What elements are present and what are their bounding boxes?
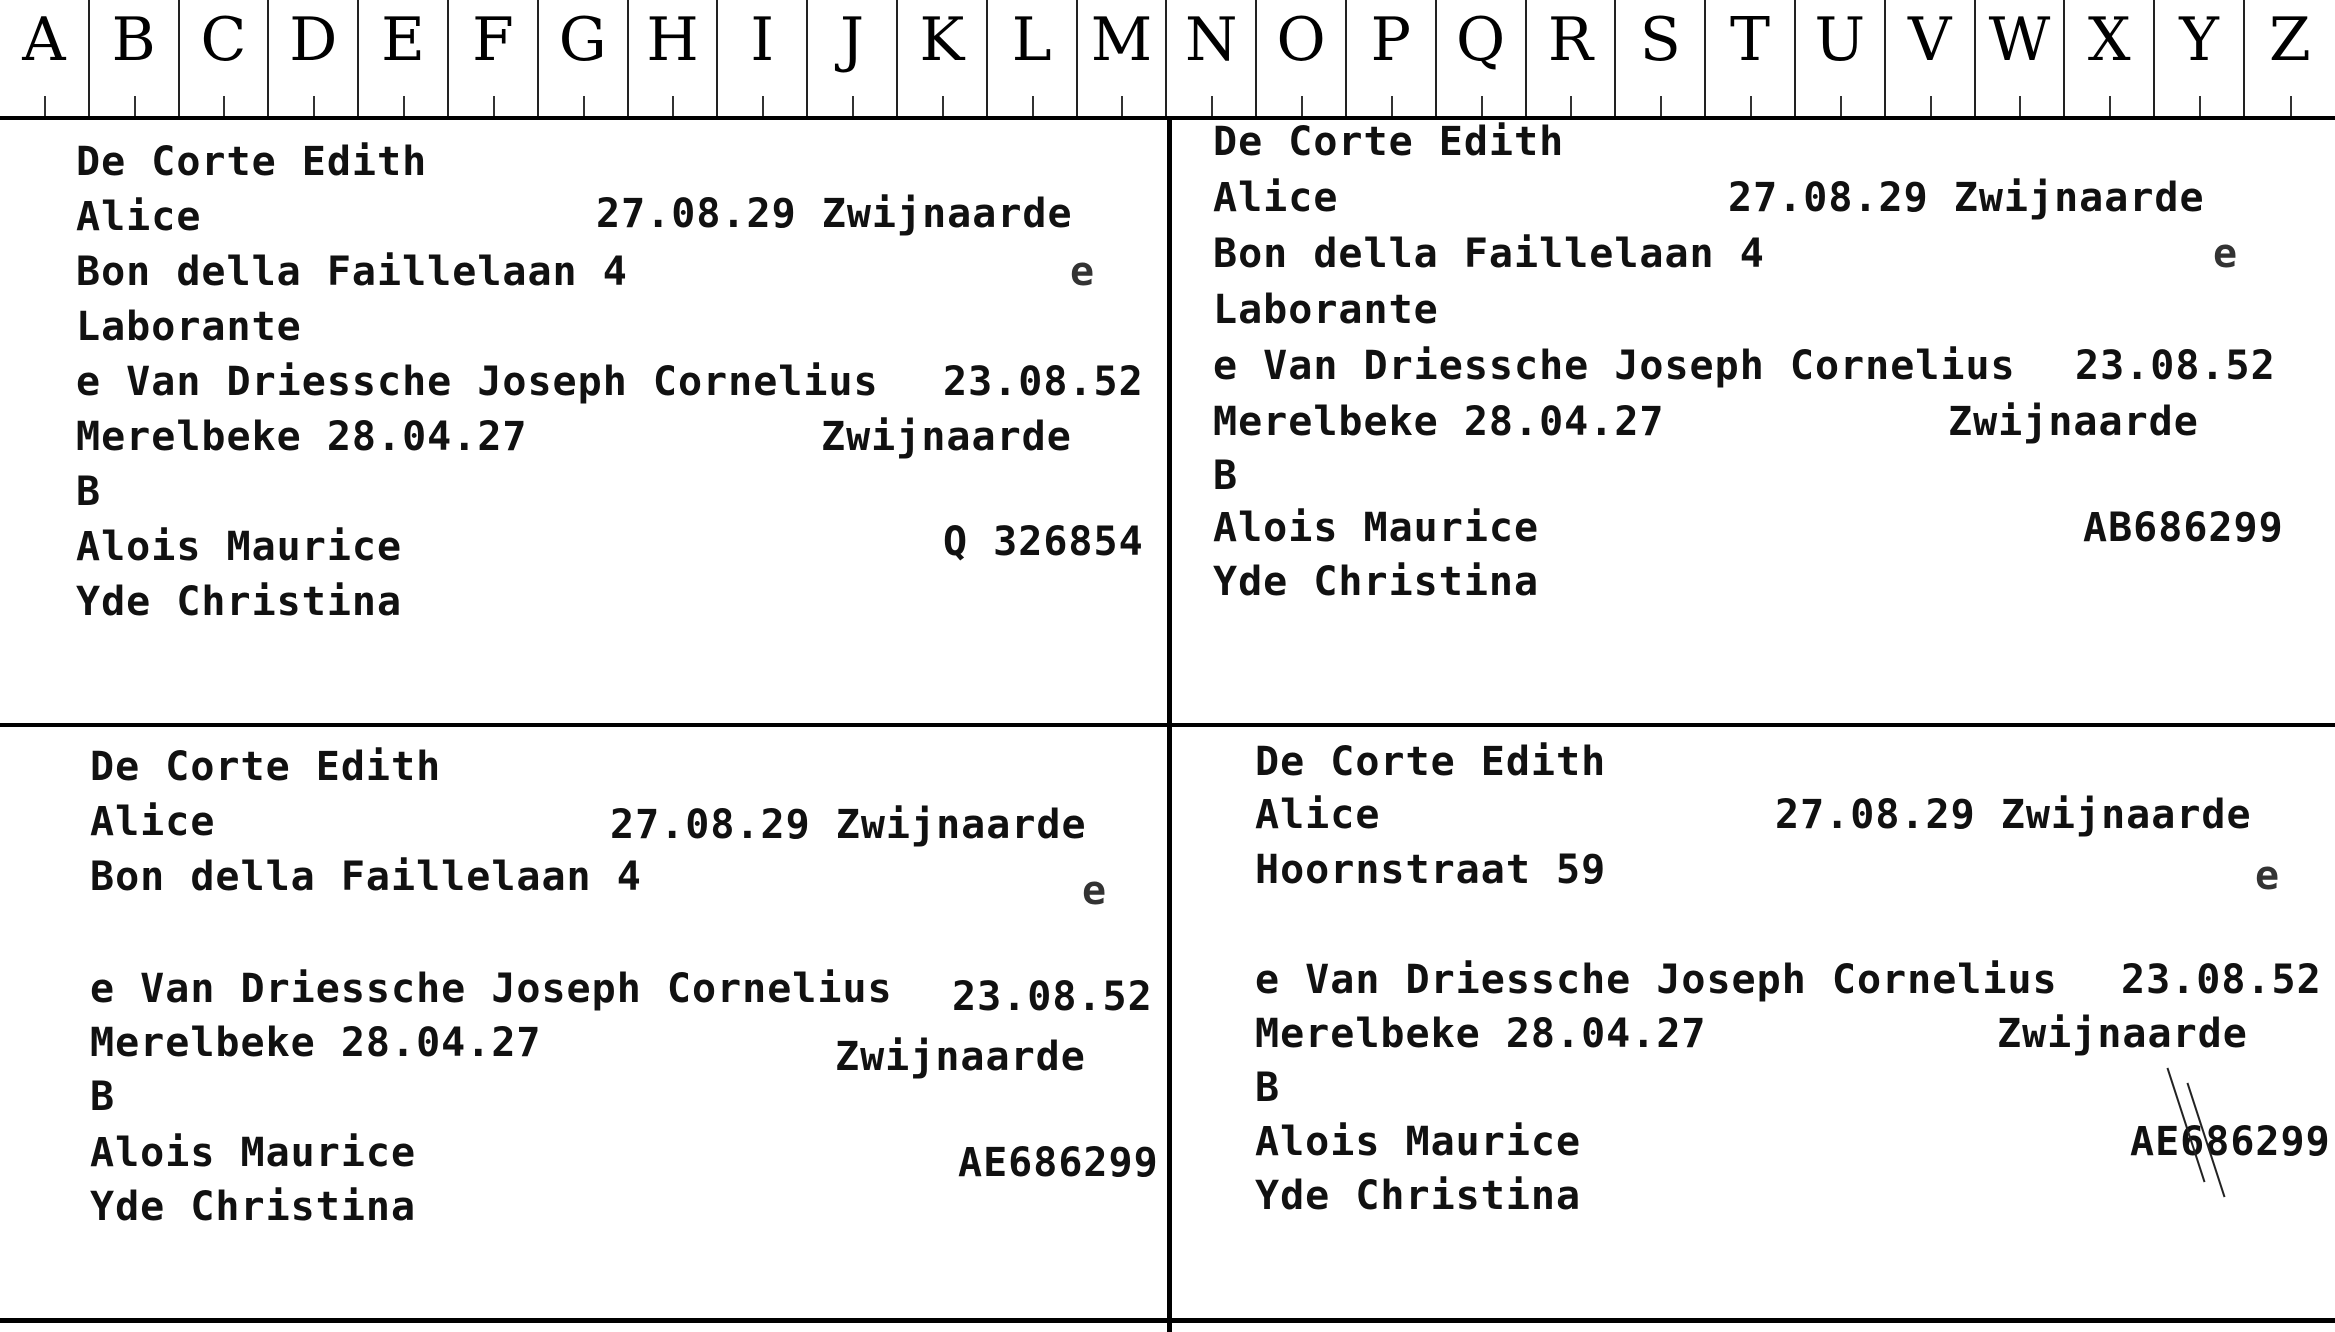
alphabet-letter-v: V <box>1886 0 1976 116</box>
card-divider-bottom <box>0 1318 2335 1323</box>
alphabet-letter-x: X <box>2065 0 2155 116</box>
alphabet-letter-d: D <box>269 0 359 116</box>
alphabet-letter-f: F <box>449 0 539 116</box>
card-marker: e <box>1070 249 1096 295</box>
card-first-name: Alice <box>76 194 202 240</box>
card-divider-horizontal <box>0 723 2335 727</box>
card-name: De Corte Edith <box>1213 119 1565 165</box>
card-birth: 27.08.29 Zwijnaarde <box>1775 792 2252 838</box>
card-birth: 27.08.29 Zwijnaarde <box>596 191 1073 237</box>
card-marriage-date: 23.08.52 <box>2121 957 2322 1003</box>
record-card-1 <box>76 135 1156 695</box>
card-spouse: e Van Driessche Joseph Cornelius <box>76 359 879 405</box>
card-number: AE686299 <box>958 1140 1159 1186</box>
record-card-4 <box>1255 735 2331 1305</box>
card-name: De Corte Edith <box>76 139 428 185</box>
card-marriage-place: Zwijnaarde <box>1948 399 2199 445</box>
alphabet-letter-e: E <box>359 0 449 116</box>
card-spouse: e Van Driessche Joseph Cornelius <box>1255 957 2058 1003</box>
alphabet-letter-c: C <box>180 0 270 116</box>
card-address: Bon della Faillelaan 4 <box>76 249 628 295</box>
card-code: B <box>90 1074 116 1120</box>
alphabet-letter-n: N <box>1167 0 1257 116</box>
alphabet-letter-k: K <box>898 0 988 116</box>
alphabet-letter-y: Y <box>2155 0 2245 116</box>
card-address: Hoornstraat 59 <box>1255 847 1607 893</box>
alphabet-letter-b: B <box>90 0 180 116</box>
card-first-name: Alice <box>1255 792 1381 838</box>
card-marriage-date: 23.08.52 <box>2075 343 2276 389</box>
alphabet-letter-z: Z <box>2245 0 2335 116</box>
alphabet-letter-g: G <box>539 0 629 116</box>
card-code: B <box>76 469 102 515</box>
alphabet-letter-l: L <box>988 0 1078 116</box>
card-spouse: e Van Driessche Joseph Cornelius <box>1213 343 2016 389</box>
card-name: De Corte Edith <box>1255 739 1607 785</box>
alphabet-letter-t: T <box>1706 0 1796 116</box>
card-name: De Corte Edith <box>90 744 442 790</box>
card-number: Q 326854 <box>943 519 1144 565</box>
card-mother: Yde Christina <box>1255 1173 1582 1219</box>
alphabet-letter-p: P <box>1347 0 1437 116</box>
card-spouse-birth: Merelbeke 28.04.27 <box>76 414 528 460</box>
record-card-2 <box>1213 115 2323 705</box>
card-first-name: Alice <box>90 799 216 845</box>
card-mother: Yde Christina <box>1213 559 1540 605</box>
card-mother: Yde Christina <box>76 579 403 625</box>
card-code: B <box>1213 453 1239 499</box>
card-father: Alois Maurice <box>1213 505 1540 551</box>
card-marriage-place: Zwijnaarde <box>821 414 1072 460</box>
alphabet-index <box>0 0 2335 120</box>
card-code: B <box>1255 1065 1281 1111</box>
card-number: AE686299 <box>2130 1119 2331 1165</box>
alphabet-letter-u: U <box>1796 0 1886 116</box>
card-marriage-date: 23.08.52 <box>952 974 1153 1020</box>
card-first-name: Alice <box>1213 175 1339 221</box>
card-profession: Laborante <box>1213 287 1439 333</box>
alphabet-letter-s: S <box>1616 0 1706 116</box>
alphabet-letter-j: J <box>808 0 898 116</box>
alphabet-letter-a: A <box>0 0 90 116</box>
card-father: Alois Maurice <box>76 524 403 570</box>
card-father: Alois Maurice <box>90 1130 417 1176</box>
alphabet-letter-q: Q <box>1437 0 1527 116</box>
card-profession: Laborante <box>76 304 302 350</box>
alphabet-letter-o: O <box>1257 0 1347 116</box>
alphabet-letter-h: H <box>629 0 719 116</box>
alphabet-letter-w: W <box>1976 0 2066 116</box>
card-address: Bon della Faillelaan 4 <box>90 854 642 900</box>
record-card-3 <box>90 740 1160 1310</box>
card-mother: Yde Christina <box>90 1184 417 1230</box>
card-marriage-place: Zwijnaarde <box>835 1034 1086 1080</box>
card-marriage-place: Zwijnaarde <box>1997 1011 2248 1057</box>
card-address: Bon della Faillelaan 4 <box>1213 231 1765 277</box>
card-marker: e <box>2213 231 2239 277</box>
card-spouse: e Van Driessche Joseph Cornelius <box>90 966 893 1012</box>
card-spouse-birth: Merelbeke 28.04.27 <box>1255 1011 1707 1057</box>
card-marker: e <box>1082 868 1108 914</box>
alphabet-letter-i: I <box>718 0 808 116</box>
card-spouse-birth: Merelbeke 28.04.27 <box>90 1020 542 1066</box>
card-marker: e <box>2255 853 2281 899</box>
alphabet-letter-r: R <box>1527 0 1617 116</box>
card-marriage-date: 23.08.52 <box>943 359 1144 405</box>
card-number: AB686299 <box>2083 505 2284 551</box>
alphabet-letter-m: M <box>1078 0 1168 116</box>
card-birth: 27.08.29 Zwijnaarde <box>610 802 1087 848</box>
card-father: Alois Maurice <box>1255 1119 1582 1165</box>
card-birth: 27.08.29 Zwijnaarde <box>1728 175 2205 221</box>
card-spouse-birth: Merelbeke 28.04.27 <box>1213 399 1665 445</box>
